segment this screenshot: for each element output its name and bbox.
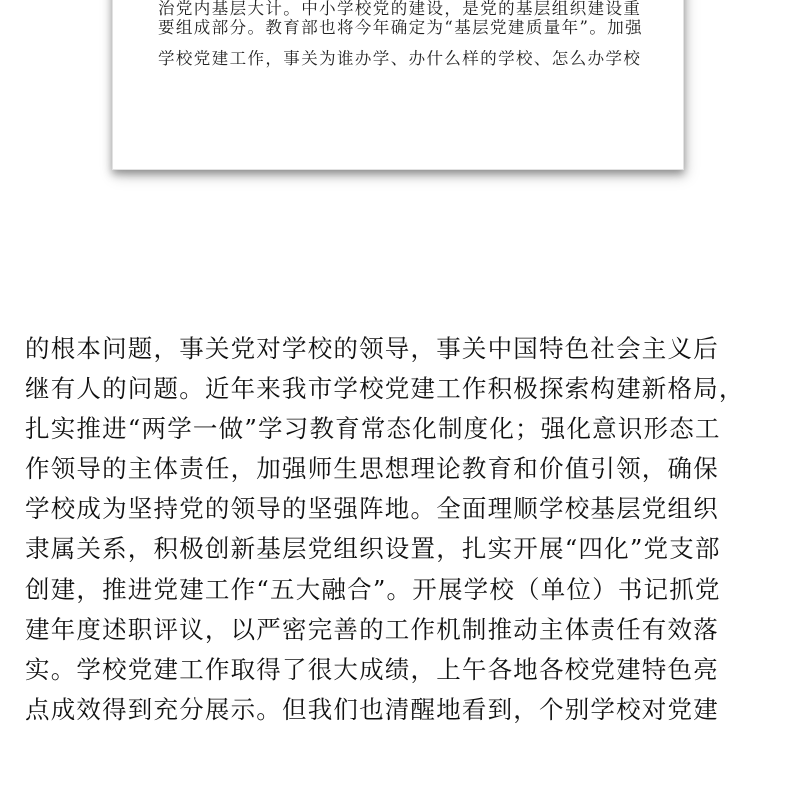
body-line: 实。学校党建工作取得了很大成绩，上午各地各校党建特色亮 — [25, 654, 719, 684]
body-line: 创建，推进党建工作“五大融合”。开展学校（单位）书记抓党 — [25, 574, 721, 604]
body-line: 学校成为坚持党的领导的坚强阵地。全面理顺学校基层党组织 — [25, 494, 719, 524]
body-line: 继有人的问题。近年来我市学校党建工作积极探索构建新格局， — [25, 374, 745, 404]
body-line: 点成效得到充分展示。但我们也清醒地看到，个别学校对党建 — [25, 694, 719, 724]
body-paragraph — [25, 329, 785, 730]
body-line: 扎实推进“两学一做”学习教育常态化制度化；强化意识形态工 — [25, 414, 721, 444]
body-line: 隶属关系，积极创新基层党组织设置，扎实开展“四化”党支部 — [25, 534, 721, 564]
body-line: 作领导的主体责任，加强师生思想理论教育和价值引领，确保 — [25, 454, 719, 484]
quote-line: 治党内基层大计。中小学校党的建设，是党的基层组织建设重 — [158, 0, 642, 18]
body-line: 建年度述职评议，以严密完善的工作机制推动主体责任有效落 — [25, 614, 719, 644]
quote-line: 学校党建工作，事关为谁办学、办什么样的学校、怎么办学校 — [158, 49, 642, 68]
body-line: 的根本问题，事关党对学校的领导，事关中国特色社会主义后 — [25, 334, 719, 363]
quote-line: 要组成部分。教育部也将今年确定为“基层党建质量年”。加强 — [158, 18, 644, 37]
quote-card — [112, 0, 684, 170]
